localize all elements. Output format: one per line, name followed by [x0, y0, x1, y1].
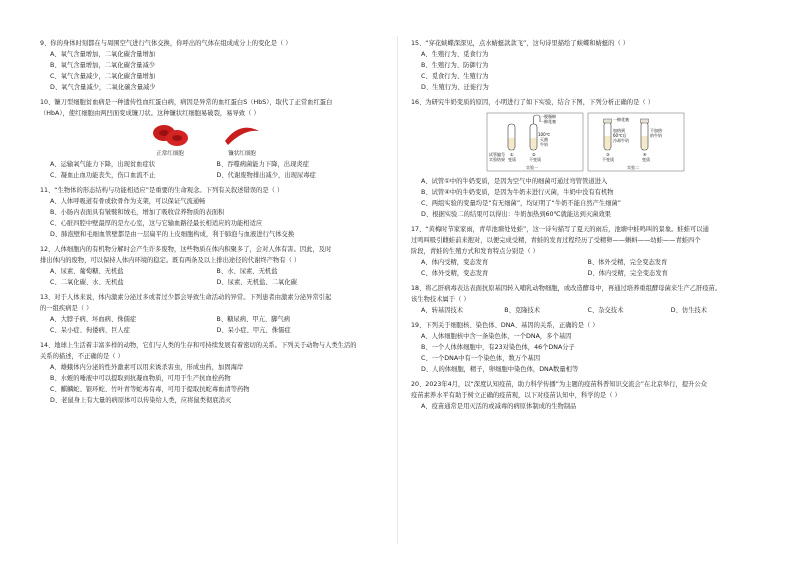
option-d: D、生殖行为、迁徙行为 [421, 84, 489, 91]
sterile-label: 灭菌 [540, 137, 548, 142]
options-row [411, 268, 754, 279]
experiment-one-caption: 实验一 [526, 165, 538, 170]
question-12 [40, 244, 383, 288]
red-blood-cell-figure [40, 123, 383, 157]
option-a: A、运输氧气能力下降，出现贫血症状 [50, 161, 156, 168]
option-b: B、小肠内表面具有皱襞和绒毛，增加了吸收营养物质的表面积 [50, 209, 225, 216]
question-15 [411, 38, 754, 93]
option-b: B、体外受精，完全变态发育 [587, 259, 668, 266]
question-stem-cont: （HbA），使红细胞由两凹面变成镰刀状。这种镰状红细胞易破裂，易导致（ ） [40, 110, 260, 117]
option-c: C、一个DNA中有一个染色体，数万个基因 [421, 355, 541, 362]
option-d: D、呆小症、甲亢、侏儒症 [216, 327, 291, 334]
option-a: A、试管①中的牛奶变质，是因为空气中的细菌可通过弯管管道进入 [421, 178, 608, 185]
question-stem-cont: 阶段，青蛙的生殖方式和发育特点分别是（ ） [411, 248, 539, 255]
question-stem: 13、对于人体来说，体内激素分泌过多或者过少都会导致生命活动的异常。下列患者由激素分泌异常引起 [40, 294, 332, 301]
option-c: C、心脏四腔中壁最厚的是左心室，这与它输血路径最长相适应的功能相适应 [50, 220, 263, 227]
option-b: B、糖尿病、甲亢、脚气病 [216, 316, 291, 323]
plug-label: 一棉花塞 [540, 119, 556, 124]
option-a: A、疫苗通常是用灭活的或减毒的病原体制成的生物制品 [421, 403, 577, 410]
no-heat-label: 不加热 [650, 128, 662, 133]
question-stem: 9、你的身体时刻都在与周围空气进行气体交换，你呼出的气体在组成成分上的变化是（ ） [40, 40, 292, 47]
tube-4-number: ④ [643, 152, 647, 157]
question-17 [411, 224, 754, 279]
option-b: B、试管④中的牛奶变质，是因为牛奶未进行灭菌，牛奶中没有有机物 [421, 189, 614, 196]
options-row [40, 325, 383, 336]
sickle-red-cell-icon [222, 123, 262, 147]
tube-3-result: 不变质 [602, 157, 614, 162]
tube-number-label: 试管编号 [489, 152, 505, 157]
question-stem-cont: 关系的描述，不正确的是（ ） [40, 353, 124, 360]
result-label: 实验结果 [489, 157, 505, 162]
option-c: C、呆小症、佝偻病、巨人症 [50, 327, 130, 334]
options-row [40, 277, 383, 288]
column-divider [397, 36, 398, 544]
question-stem-cont: 该生物技术属于（ ） [411, 296, 470, 303]
question-stem: 12、人体细胞内的有机物分解时会产生许多废物，这些物质在体内积聚多了，会对人体有害。因此，及时 [40, 246, 332, 253]
question-stem: 11、“生物体的形态结构与功能相适应”是重要的生命观念。下列有关叙述错误的是（ ） [40, 187, 284, 194]
experiment-one [487, 113, 583, 171]
cool-label: 冷却牛奶 [613, 138, 629, 143]
normal-cell-figure [150, 123, 190, 157]
option-a: A、尿素、葡萄糖、无机盐 [50, 268, 124, 275]
option-b: B、吞噬病菌能力下降，出现炎症 [216, 161, 309, 168]
cotton-label: 一脱脂棉 [540, 114, 556, 119]
options-row [411, 257, 754, 268]
option-d: D、根据实验二的结果可以得出：牛奶加热到60℃就能达到灭菌效果 [421, 211, 611, 218]
question-stem: 20、2023年4月，以“深度认知疫苗，助力科学传播”为主题的疫苗科普知识交流会”在北京举行，提升公众 [411, 381, 708, 388]
experiment-two-caption: 实验二 [627, 165, 639, 170]
heat-label: 加热到 [613, 128, 625, 133]
question-stem: 10、镰刀型细胞贫血病是一种遗传性血红蛋白病，病因是异常的血红蛋白S（HbS），取代了正常血红蛋白 [40, 99, 333, 106]
option-d: D、代谢废物排出减少，出现尿毒症 [216, 172, 316, 179]
option-a: A、转基因技术 [421, 307, 464, 314]
sickle-cell-figure [222, 123, 262, 157]
question-16 [411, 97, 754, 220]
option-d: D、氧气含量减少，二氧化碳含量减少 [50, 84, 156, 91]
question-stem-cont: 疫苗素养水平有助于树立正确的疫苗观，以下对疫苗认知中，科学的是（ ） [411, 392, 621, 399]
question-19 [411, 320, 754, 375]
option-c: C、杂交技术 [587, 307, 624, 314]
question-stem: 16、为研究牛奶变质的原因，小明进行了如下实验，结合下图，下列分析正确的是（ ） [411, 99, 654, 106]
sickle-cell-caption: 镰状红细胞 [228, 151, 256, 157]
question-10 [40, 97, 383, 181]
experiment-diagram [486, 112, 686, 174]
question-stem-cont: 的一组疾病是（ ） [40, 305, 93, 312]
milk-label: 牛奶 [540, 142, 548, 147]
option-c: C、二氧化碳、水、无机盐 [50, 279, 124, 286]
question-9 [40, 38, 383, 93]
question-14 [40, 340, 383, 406]
option-b: B、氧气含量增加，二氧化碳含量减少 [50, 62, 156, 69]
option-a: A、氧气含量增加，二氧化碳含量增加 [50, 51, 156, 58]
question-stem: 14、地球上生活着丰富多样的动物，它们与人类的生存和可持续发展有着密切的关系。下列关于动物与人类生活的 [40, 342, 357, 349]
option-a: A、体内受精，变态发育 [421, 259, 489, 266]
tube-1-number: ① [510, 152, 514, 157]
options-row [40, 170, 383, 181]
option-b: B、一个人体体细胞中，有23对染色体，46个DNA分子 [421, 344, 575, 351]
question-13 [40, 292, 383, 336]
milk-experiment-figure [486, 112, 686, 174]
question-20 [411, 379, 754, 412]
option-d: D、老鼠身上有大量的病原体可以传染给人类，应将鼠类彻底消灭 [50, 397, 232, 404]
option-b: B、生殖行为、防御行为 [421, 62, 489, 69]
tube-2-result: 不变质 [529, 157, 541, 162]
normal-red-cell-icon [150, 123, 190, 147]
experiment-two [588, 113, 684, 171]
question-stem: 17、“黄梅时节家家雨，青草池塘处处蛙”，这一诗句描写了夏天的雨后，池塘中蛙鸣叫的景象。蛙蛙可以通 [411, 226, 709, 233]
option-d: D、尿素、无机盐、二氧化碳 [216, 279, 297, 286]
option-c: C、体外受精，变态发育 [421, 270, 489, 277]
option-b: B、克隆技术 [504, 307, 541, 314]
question-11 [40, 185, 383, 240]
option-a: A、雄蛾体内分泌的性外激素可以用来诱杀害虫，形成虫药，加固海岸 [50, 364, 244, 371]
question-18 [411, 283, 754, 316]
options-row [411, 305, 754, 316]
option-a: A、人体呼吸道有骨或软骨作为支架，可以保证气流通畅 [50, 198, 206, 205]
question-stem-cont: 过鸣叫吸引雌蛙前来抱对，以便完成受精，青蛙的发育过程经历了受精卵——蝌蚪——幼蛙——青蛙四个 [411, 237, 701, 244]
tube-2-number: ② [532, 152, 536, 157]
option-c: C、氧气含量减少，二氧化碳含量增加 [50, 73, 156, 80]
question-stem: 15、“穿花蛱蝶深深见，点水蜻蜓款款飞”，这句诗里描绘了蛱蝶和蜻蜓的（ ） [411, 40, 630, 47]
heat-temp-label: 60℃后 [613, 133, 627, 138]
option-a: A、生殖行为、觅食行为 [421, 51, 489, 58]
option-a: A、人体细胞核中含一条染色体，一个DNA，多个基因 [421, 333, 572, 340]
option-c: C、麒麟蛇、银环蛇、竹叶青等蛇毒有毒，可用于提取抗蛇毒血清等药物 [50, 386, 250, 393]
normal-cell-caption: 正常红细胞 [156, 151, 184, 157]
temp-label: 100℃ [538, 132, 551, 137]
question-stem: 18、将乙肝病毒表达表面抗原基因转入哺乳动物细胞，或改造酵母中，再通过培养重组酵母菌来生产乙肝疫苗。 [411, 285, 722, 292]
right-column [411, 38, 754, 412]
no-heat-milk-label: 的牛奶 [650, 133, 662, 138]
option-d: D、人的体细胞，精子，卵细胞中染色体，DNA数量相等 [421, 366, 579, 373]
cotton-plug-label: 一棉花塞 [613, 117, 629, 122]
options-row [40, 314, 383, 325]
options-row [40, 266, 383, 277]
option-c: C、两组实验的变量均是“有无细菌”，均证明了“牛奶不能自然产生细菌” [421, 200, 622, 207]
options-row [40, 159, 383, 170]
option-d: D、仿生技术 [670, 307, 708, 314]
option-c: C、凝血止血功能丧失，伤口血流不止 [50, 172, 156, 179]
tube-4-result: 变质 [642, 157, 650, 162]
tube-1-result: 变质 [508, 157, 516, 162]
left-column [40, 38, 383, 406]
question-stem: 19、下列关于细胞核、染色体、DNA、基因的关系，正确的是（ ） [411, 322, 599, 329]
option-b: B、水、尿素、无机盐 [216, 268, 278, 275]
option-d: D、体内受精，完全变态发育 [587, 270, 668, 277]
option-b: B、水蛭的唾液中可以提取到抗凝血物质，可用于生产抗血栓药物 [50, 375, 231, 382]
option-c: C、觅食行为、生殖行为 [421, 73, 489, 80]
option-d: D、肺泡壁和毛细血管壁都是由一层扁平的上皮细胞构成，利于肺泡与血液进行气体交换 [50, 231, 295, 238]
question-stem-cont: 排出体内的废物，可以保持人体内环境的稳定。既有两条及以上排出途径的代谢终产物有（ ） [40, 257, 301, 264]
option-a: A、大脖子病、坏血病、侏儒症 [50, 316, 137, 323]
tube-3-number: ③ [606, 152, 610, 157]
